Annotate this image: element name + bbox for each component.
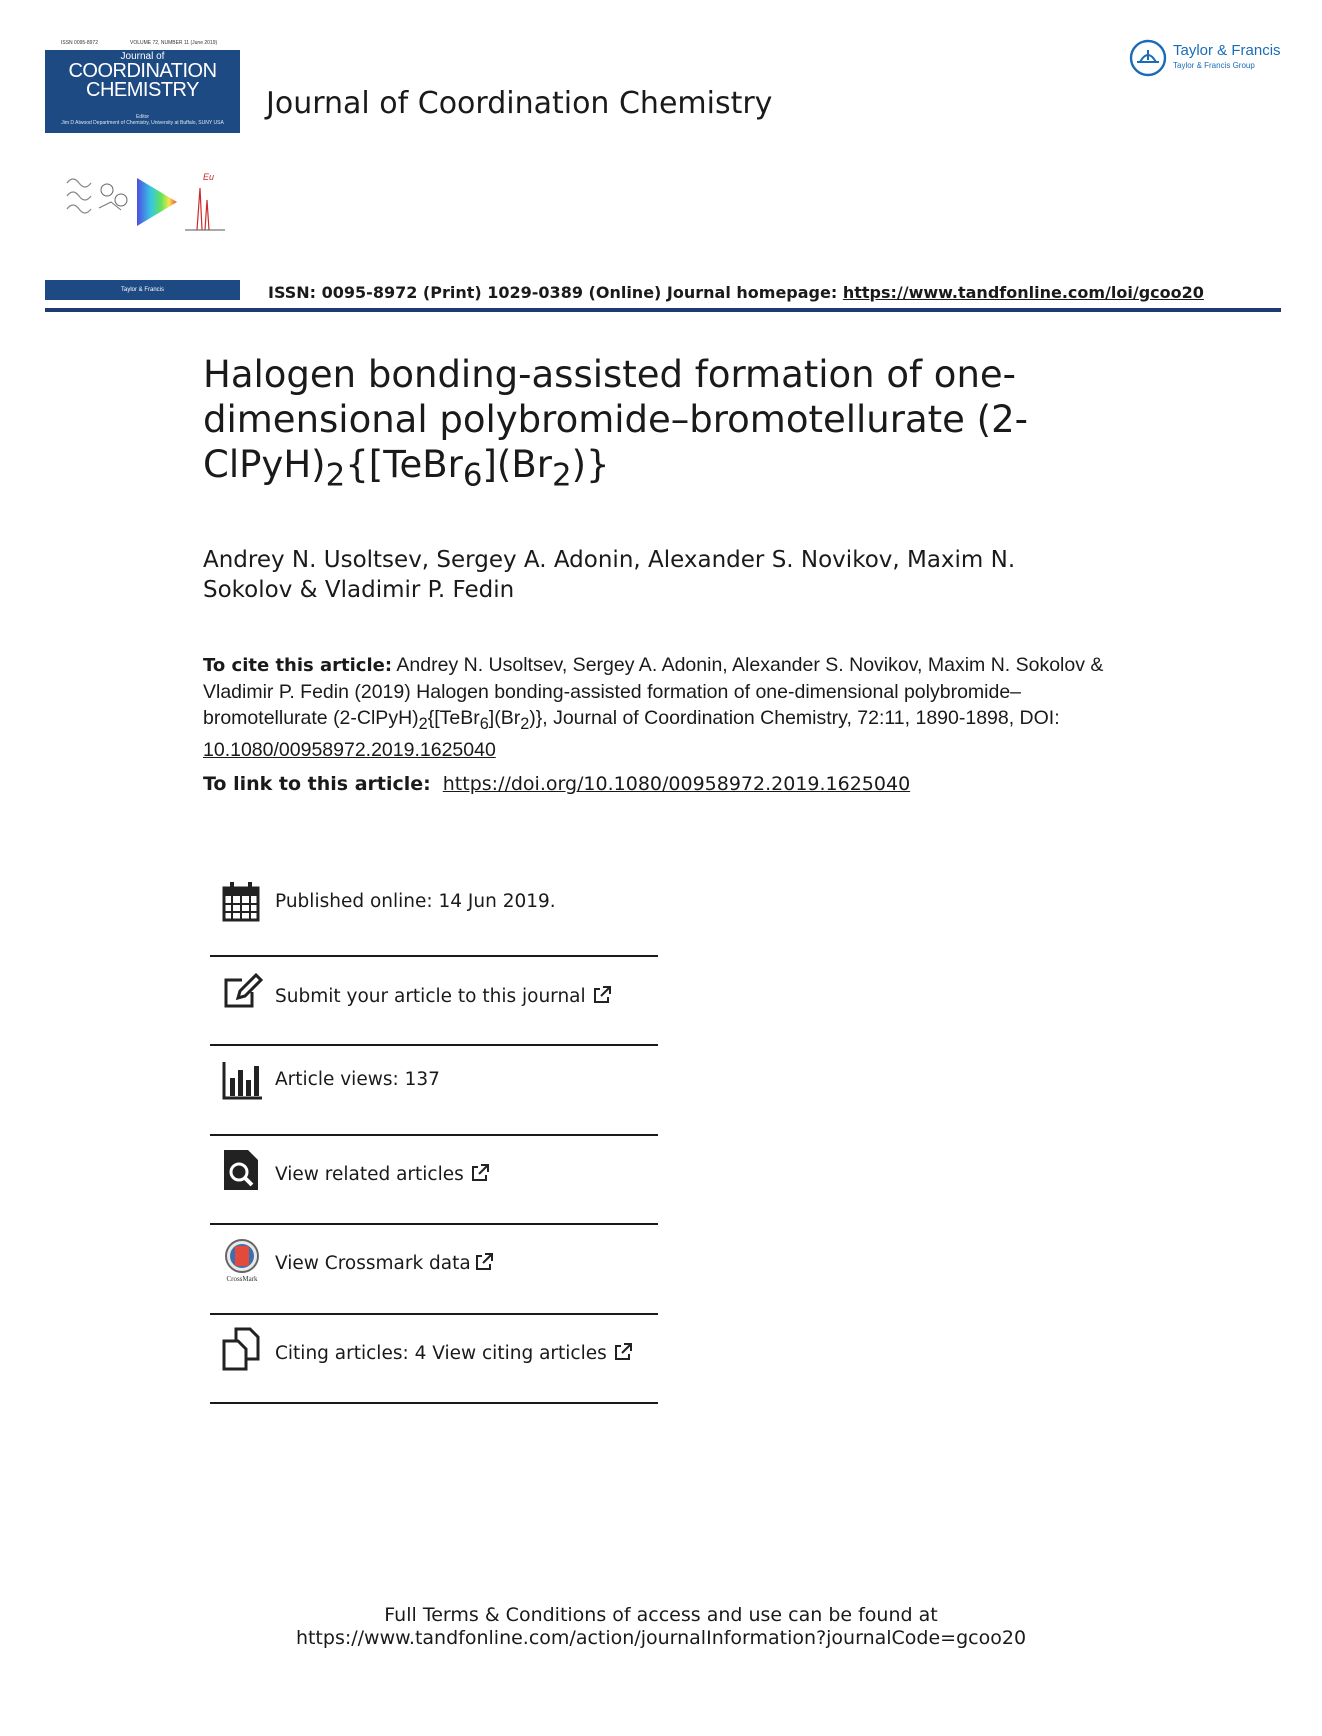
publisher-group: Taylor & Francis Group: [1173, 61, 1255, 70]
footer-terms: [0, 1604, 1322, 1650]
cover-artwork: [65, 168, 225, 238]
external-link-icon: [470, 1163, 490, 1183]
issn-text: ISSN: 0095-8972 (Print) 1029-0389 (Online) Journal homepage:: [268, 283, 843, 302]
cover-art-label: Eu: [203, 172, 215, 182]
info-divider: [210, 1223, 658, 1225]
published-online-text: Published online: 14 Jun 2019.: [275, 891, 556, 912]
cover-editor: [45, 114, 240, 126]
footer-line1: Full Terms & Conditions of access and use can be found at: [384, 1604, 938, 1626]
citing-articles-link[interactable]: Citing articles: 4 View citing articles: [275, 1342, 633, 1364]
cover-info-strip: [45, 38, 240, 50]
info-submit-article[interactable]: [210, 970, 658, 1060]
cover-editor-label: Editor: [135, 114, 150, 120]
external-link-icon: [474, 1252, 494, 1272]
article-title: Halogen bonding-assisted formation of one-dimensional polybromide–bromotellurate $(2-ClPyH)_2\{[TeBr_6](Br_2)\}$: [203, 353, 1029, 494]
crossmark-link[interactable]: View Crossmark data: [275, 1252, 494, 1274]
cover-volume: VOLUME 72, NUMBER 11 (June 2019): [130, 40, 218, 46]
footer-terms-url[interactable]: https://www.tandfonline.com/action/journalInformation?journalCode=gcoo20: [295, 1627, 1027, 1649]
cover-title: [45, 62, 240, 100]
link-label: To link to this article:: [203, 773, 431, 795]
info-divider: [210, 1044, 658, 1046]
article-doi-url[interactable]: https://doi.org/10.1080/00958972.2019.1625040: [442, 773, 911, 795]
doi-link[interactable]: 10.1080/00958972.2019.1625040: [203, 738, 496, 761]
related-articles-link[interactable]: View related articles: [275, 1163, 490, 1185]
search-document-icon: [220, 1148, 264, 1192]
external-link-icon: [613, 1342, 633, 1362]
issn-line: [268, 283, 1204, 302]
cover-title-line2: CHEMISTRY: [86, 79, 199, 101]
submit-article-link[interactable]: Submit your article to this journal: [275, 985, 612, 1007]
external-link-icon: [592, 985, 612, 1005]
cover-publisher-strip: [45, 280, 240, 300]
info-divider: [210, 1134, 658, 1136]
cover-journal-of: Journal of: [120, 51, 165, 62]
bar-chart-icon: [220, 1058, 264, 1102]
taylor-francis-logo-icon: [1128, 38, 1168, 78]
citation-label: To cite this article:: [203, 655, 393, 676]
info-divider: [210, 955, 658, 957]
article-link-line: [203, 773, 910, 795]
publisher-name: Taylor & Francis: [1173, 42, 1281, 59]
article-views-text: Article views: 137: [275, 1069, 440, 1090]
info-divider: [210, 1313, 658, 1315]
authors: Andrey N. Usoltsev, Sergey A. Adonin, Alexander S. Novikov, Maxim N. Sokolov & Vladimir P. Fedin: [203, 547, 1016, 603]
crossmark-icon: [220, 1238, 264, 1282]
calendar-icon: [220, 880, 264, 924]
copy-documents-icon: [220, 1327, 264, 1371]
crossmark-label: CrossMark: [226, 1275, 258, 1282]
cover-issn: ISSN 0095-8972: [61, 40, 98, 46]
cover-title-line1: COORDINATION: [68, 60, 217, 82]
edit-icon: [220, 970, 264, 1014]
info-divider: [210, 1402, 658, 1404]
journal-name: Journal of Coordination Chemistry: [266, 86, 773, 121]
cover-editor-name: Jim D Atwood Department of Chemistry, University at Buffalo, SUNY USA: [61, 120, 224, 126]
header-divider: [45, 308, 1281, 312]
journal-homepage-link[interactable]: https://www.tandfonline.com/loi/gcoo20: [842, 283, 1204, 302]
cover-publisher: Taylor & Francis: [120, 287, 164, 293]
citation: To cite this article: Andrey N. Usoltsev, Sergey A. Adonin, Alexander S. Novikov, Maxim N. Sokolov & Vladimir P. Fedin (2019) Halogen bonding-assisted formation of one-dimensional polybromide–bromotellurate $(2-ClPyH)_2\{[TeBr_6](Br_2)\}$, Journal of Coordination Chemistry, 72:11, 1890-1898, DOI: 10.1080/00958972.2019.1625040: [203, 654, 1104, 761]
